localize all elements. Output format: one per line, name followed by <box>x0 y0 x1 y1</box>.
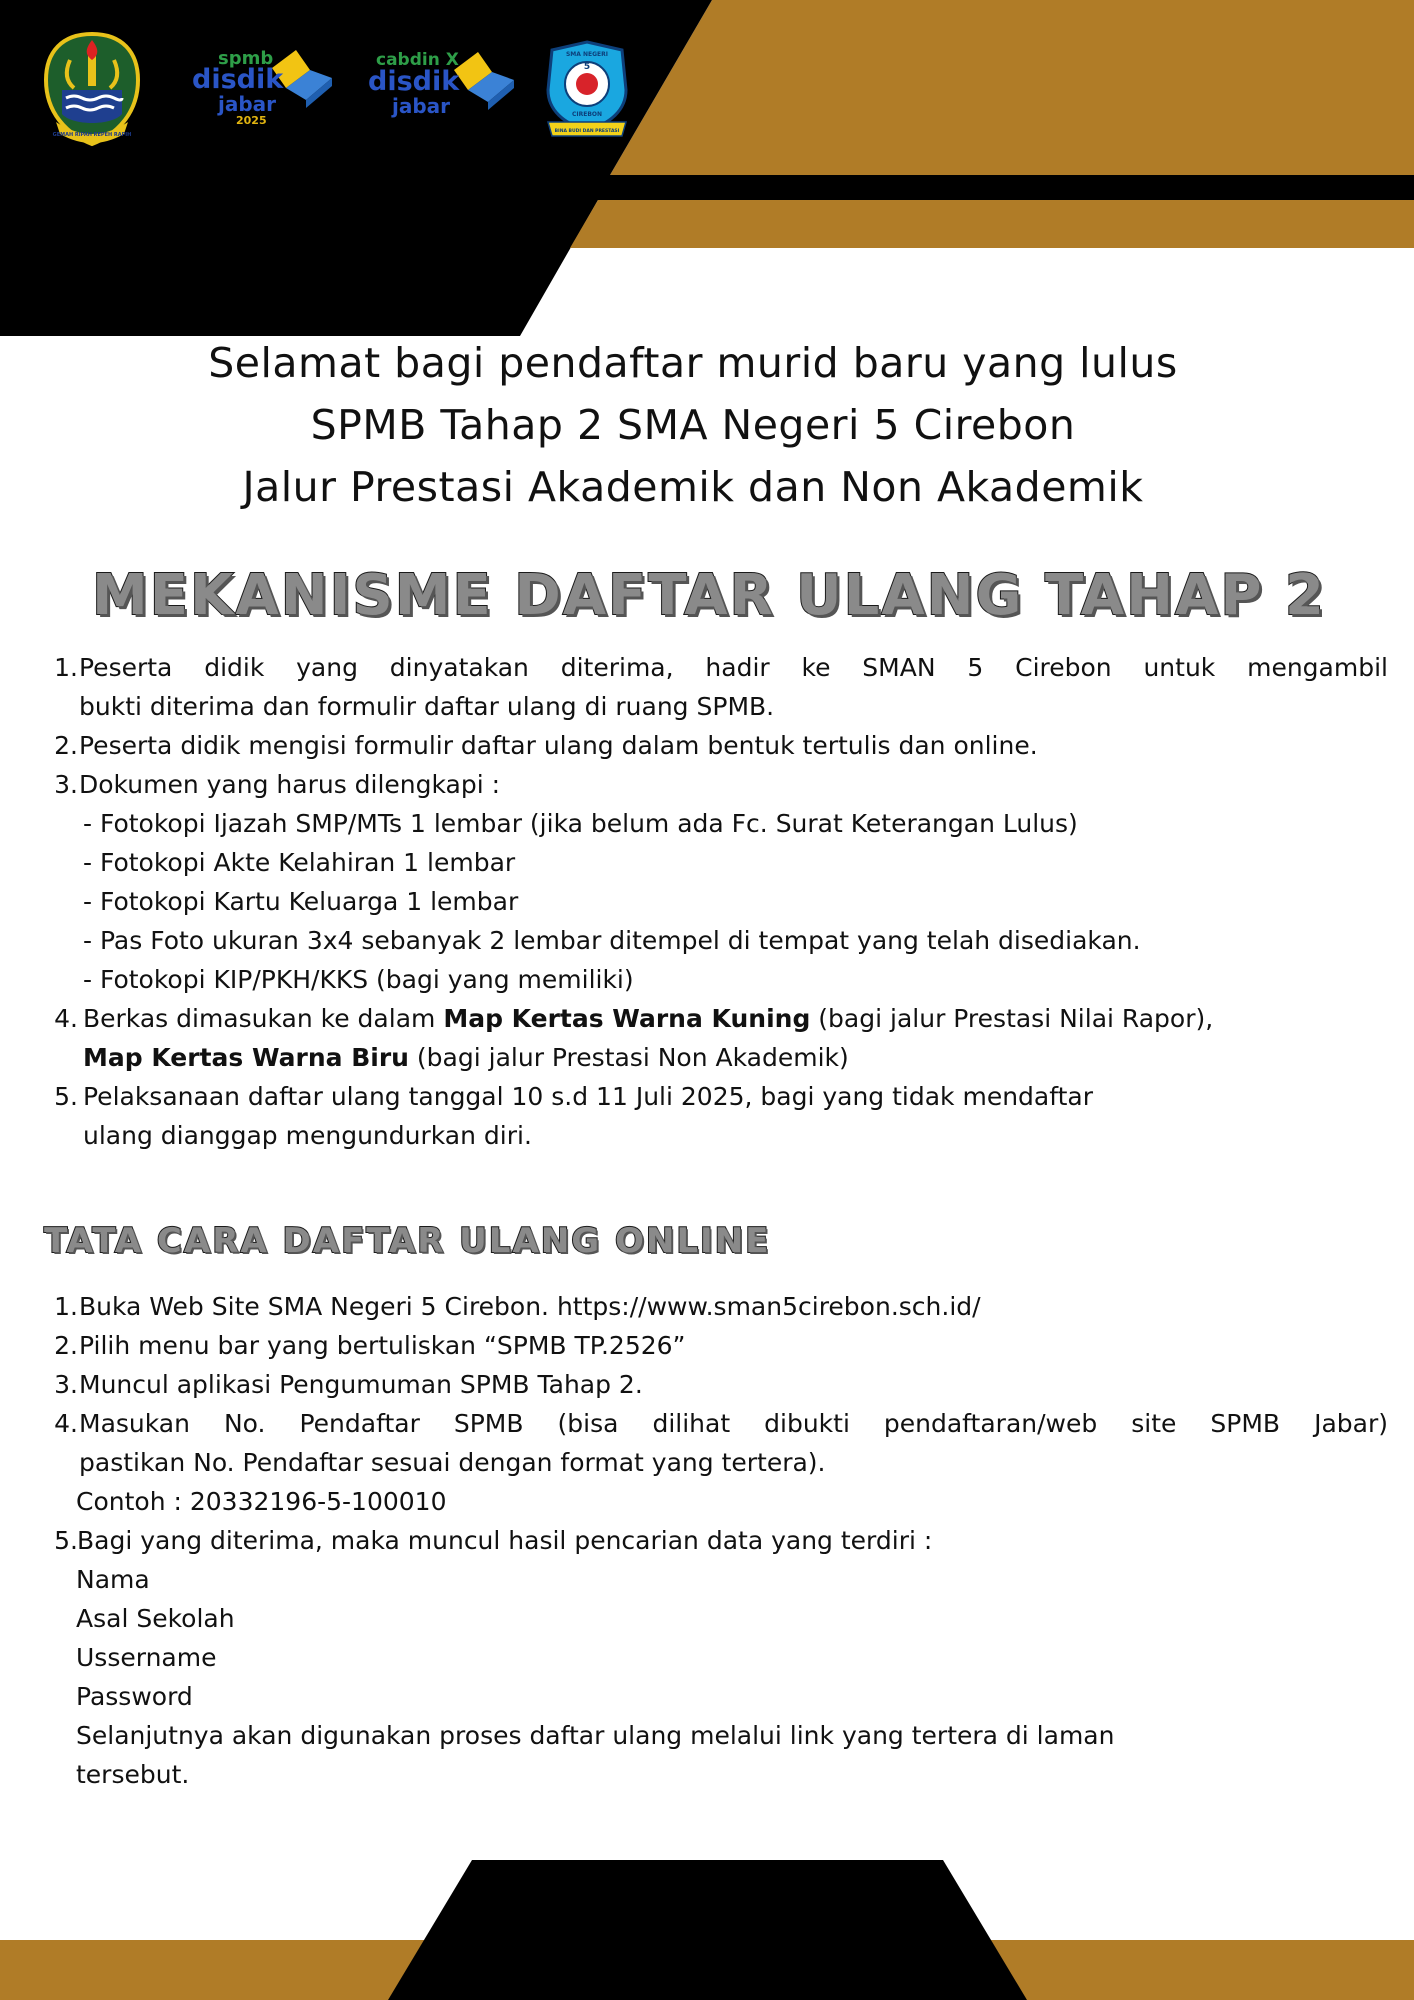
sman5-cirebon-emblem-logo <box>542 40 632 140</box>
footer-black-trapezoid <box>388 1860 1027 2000</box>
item4-post2: (bagi jalur Prestasi Non Akademik) <box>408 1043 849 1072</box>
school-top-text: SMA NEGERI <box>565 51 609 58</box>
headline-line-2: SPMB Tahap 2 SMA Negeri 5 Cirebon <box>310 401 1076 449</box>
result-field: Password <box>76 1682 193 1711</box>
item-text: Bagi yang diterima, maka muncul hasil pencarian data yang terdiri : <box>77 1526 933 1555</box>
blue-folder-label: Map Kertas Warna Biru <box>83 1043 409 1072</box>
yellow-folder-label: Map Kertas Warna Kuning <box>443 1004 811 1033</box>
spmb-word: spmb <box>218 48 274 69</box>
section1-list <box>0 648 1414 1168</box>
item-text: Pelaksanaan daftar ulang tanggal 10 s.d 11 Juli 2025, bagi yang tidak mendaftar <box>83 1082 1094 1111</box>
year-word: 2025 <box>236 114 267 127</box>
school-number-text: 5 <box>583 62 591 72</box>
cabdin-disdik-jabar-logo <box>368 50 528 140</box>
item4-post1: (bagi jalur Prestasi Nilai Rapor), <box>810 1004 1214 1033</box>
item-number: 1. <box>54 653 78 682</box>
jawa-barat-emblem-logo <box>42 30 142 148</box>
school-ribbon-text: BINA BUDI DAN PRESTASI <box>554 129 620 134</box>
item-text: bukti diterima dan formulir daftar ulang di ruang SPMB. <box>79 692 775 721</box>
document-item: - Fotokopi Akte Kelahiran 1 lembar <box>83 848 516 877</box>
item-number: 3. <box>54 1370 78 1399</box>
jabar-motto: GEMAH RIPAH REPEH RAPIH <box>52 132 132 138</box>
item-text <box>83 1038 849 1077</box>
item-number: 4. <box>54 1004 78 1033</box>
disdik-word: disdik <box>192 64 284 95</box>
headline-line-3: Jalur Prestasi Akademik dan Non Akademik <box>242 463 1144 511</box>
item-text: pastikan No. Pendaftar sesuai dengan format yang tertera). <box>79 1448 826 1477</box>
item-text <box>83 999 1213 1038</box>
item-text: ulang dianggap mengundurkan diri. <box>83 1121 532 1150</box>
result-field: Nama <box>76 1565 150 1594</box>
item-text: tersebut. <box>76 1760 190 1789</box>
logo-row <box>40 30 640 150</box>
document-item: - Fotokopi Kartu Keluarga 1 lembar <box>83 887 519 916</box>
item-text: Masukan No. Pendaftar SPMB (bisa dilihat dibukti pendaftaran/web site SPMB Jabar) <box>79 1409 1388 1438</box>
item4-pre: Berkas dimasukan ke dalam <box>83 1004 444 1033</box>
header-gold-stripe <box>570 200 1414 248</box>
item-number: 4. <box>54 1409 78 1438</box>
item-text: Buka Web Site SMA Negeri 5 Cirebon. https://www.sman5cirebon.sch.id/ <box>79 1292 981 1321</box>
item-text: Muncul aplikasi Pengumuman SPMB Tahap 2. <box>79 1370 643 1399</box>
jabar-word: jabar <box>392 94 451 118</box>
item-number: 2. <box>54 731 78 760</box>
document-item: - Fotokopi Ijazah SMP/MTs 1 lembar (jika belum ada Fc. Surat Keterangan Lulus) <box>83 809 1078 838</box>
item-number: 1. <box>54 1292 78 1321</box>
section2-list <box>0 1287 1414 1807</box>
result-field: Asal Sekolah <box>76 1604 235 1633</box>
disdik-word: disdik <box>368 66 460 97</box>
item-text: Peserta didik yang dinyatakan diterima, hadir ke SMAN 5 Cirebon untuk mengambil <box>79 653 1388 682</box>
section1-title: MEKANISME DAFTAR ULANG TAHAP 2 <box>92 563 1326 628</box>
jabar-word: jabar <box>218 92 277 116</box>
document-item: - Fotokopi KIP/PKH/KKS (bagi yang memiliki) <box>83 965 634 994</box>
document-item: - Pas Foto ukuran 3x4 sebanyak 2 lembar ditempel di tempat yang telah disediakan. <box>83 926 1141 955</box>
item-number: 5. <box>54 1082 78 1111</box>
item-text: Dokumen yang harus dilengkapi : <box>79 770 501 799</box>
headline-line-1: Selamat bagi pendaftar murid baru yang lulus <box>208 339 1178 387</box>
spmb-disdik-jabar-logo <box>192 48 342 148</box>
item-text: Selanjutnya akan digunakan proses daftar ulang melalui link yang tertera di laman <box>76 1721 1115 1750</box>
header-gold-block <box>610 0 1414 175</box>
school-bottom-text: CIREBON <box>571 111 603 118</box>
item-number: 3. <box>54 770 78 799</box>
item-number: 5. <box>54 1526 78 1555</box>
section2-title: TATA CARA DAFTAR ULANG ONLINE <box>44 1221 771 1261</box>
cabdin-word: cabdin X <box>376 50 459 70</box>
item-text: Pilih menu bar yang bertuliskan “SPMB TP.2526” <box>79 1331 686 1360</box>
example-number: Contoh : 20332196-5-100010 <box>76 1487 447 1516</box>
item-text: Peserta didik mengisi formulir daftar ulang dalam bentuk tertulis dan online. <box>79 731 1038 760</box>
headline <box>0 332 1386 518</box>
result-field: Ussername <box>76 1643 217 1672</box>
item-number: 2. <box>54 1331 78 1360</box>
